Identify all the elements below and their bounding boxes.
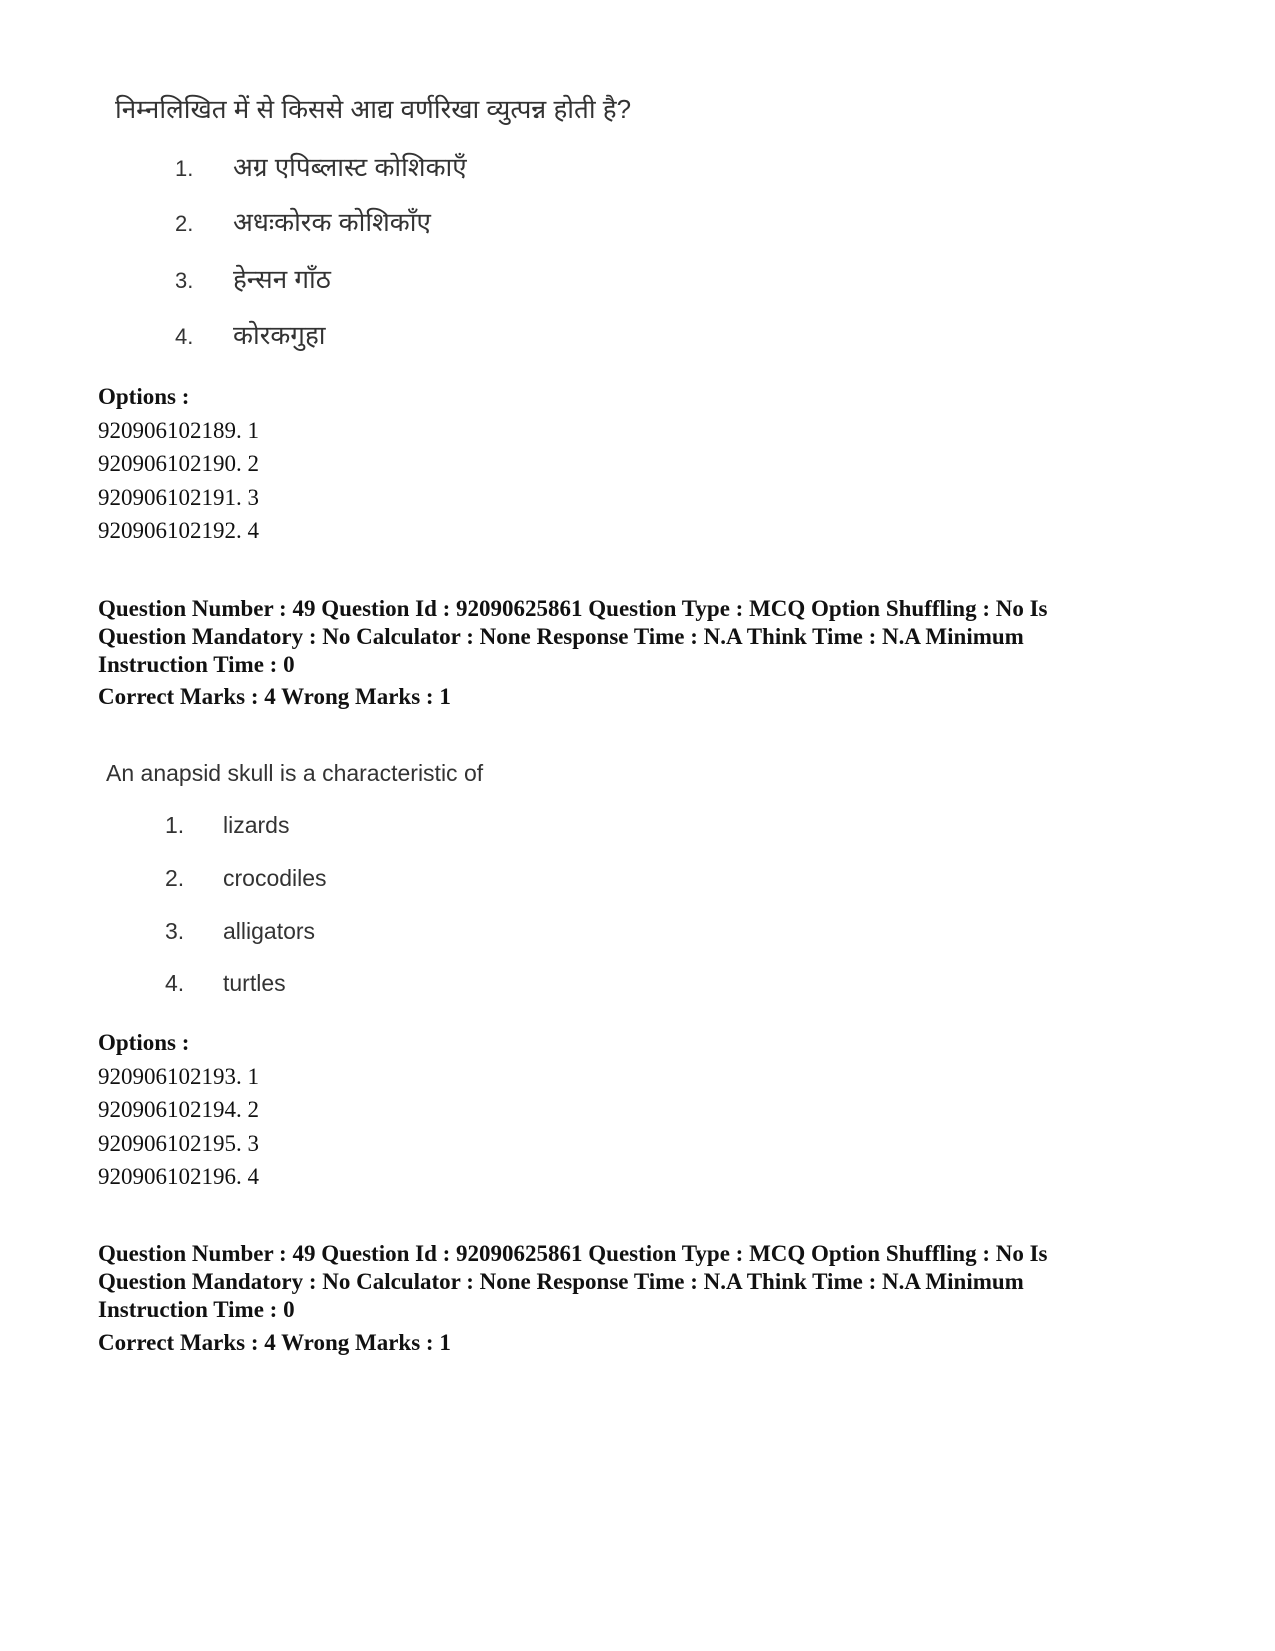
option-id-line: 920906102189. 1 [98, 418, 259, 443]
option-id-line: 920906102196. 4 [98, 1164, 259, 1189]
choice-text: crocodiles [223, 865, 327, 891]
choice-text: अधःकोरक कोशिकाँए [233, 207, 431, 237]
marks-line: Correct Marks : 4 Wrong Marks : 1 [98, 1330, 451, 1355]
choice-number: 2. [175, 211, 194, 236]
options-heading: Options : [98, 1030, 190, 1055]
choice-item [165, 970, 286, 997]
meta-line: Question Number : 49 Question Id : 92090625861 Question Type : MCQ Option Shuffling : No Is [98, 1241, 1048, 1266]
choice-text: कोरकगुहा [233, 320, 326, 350]
choice-text: हेन्सन गाँठ [233, 264, 331, 294]
choice-number: 4. [175, 324, 194, 349]
question-meta [98, 1240, 1178, 1324]
choice-text: अग्र एपिब्लास्ट कोशिकाएँ [233, 152, 467, 182]
choice-item [175, 148, 467, 184]
choice-item [165, 865, 327, 892]
choice-number: 3. [165, 918, 185, 944]
choice-number: 4. [165, 970, 185, 996]
choice-item [175, 316, 325, 352]
option-id-line: 920906102195. 3 [98, 1131, 259, 1156]
meta-line: Question Mandatory : No Calculator : None Response Time : N.A Think Time : N.A Minimum [98, 624, 1024, 649]
meta-line: Instruction Time : 0 [98, 652, 295, 677]
choice-number: 2. [165, 865, 185, 891]
choice-text: lizards [223, 812, 290, 838]
choice-item [165, 812, 289, 839]
choice-item [175, 260, 331, 296]
choice-item [175, 203, 431, 239]
option-id-line: 920906102191. 3 [98, 485, 259, 510]
option-id-line: 920906102190. 2 [98, 451, 259, 476]
meta-line: Question Mandatory : No Calculator : None Response Time : N.A Think Time : N.A Minimum [98, 1269, 1024, 1294]
question-meta [98, 595, 1178, 679]
choice-text: turtles [223, 970, 286, 996]
option-id-line: 920906102194. 2 [98, 1097, 259, 1122]
choice-number: 3. [175, 268, 194, 293]
choice-text: alligators [223, 918, 316, 944]
question-stem-english: An anapsid skull is a characteristic of [106, 760, 484, 786]
meta-line: Question Number : 49 Question Id : 92090625861 Question Type : MCQ Option Shuffling : No Is [98, 596, 1048, 621]
choice-number: 1. [165, 812, 185, 838]
meta-line: Instruction Time : 0 [98, 1297, 295, 1322]
choice-number: 1. [175, 156, 194, 181]
option-id-line: 920906102192. 4 [98, 518, 259, 543]
options-heading: Options : [98, 384, 190, 409]
option-id-line: 920906102193. 1 [98, 1064, 259, 1089]
choice-item [165, 918, 315, 945]
question-stem-hindi: निम्नलिखित में से किससे आद्य वर्णरिखा व्युत्पन्न होती है? [115, 94, 632, 124]
marks-line: Correct Marks : 4 Wrong Marks : 1 [98, 684, 451, 709]
